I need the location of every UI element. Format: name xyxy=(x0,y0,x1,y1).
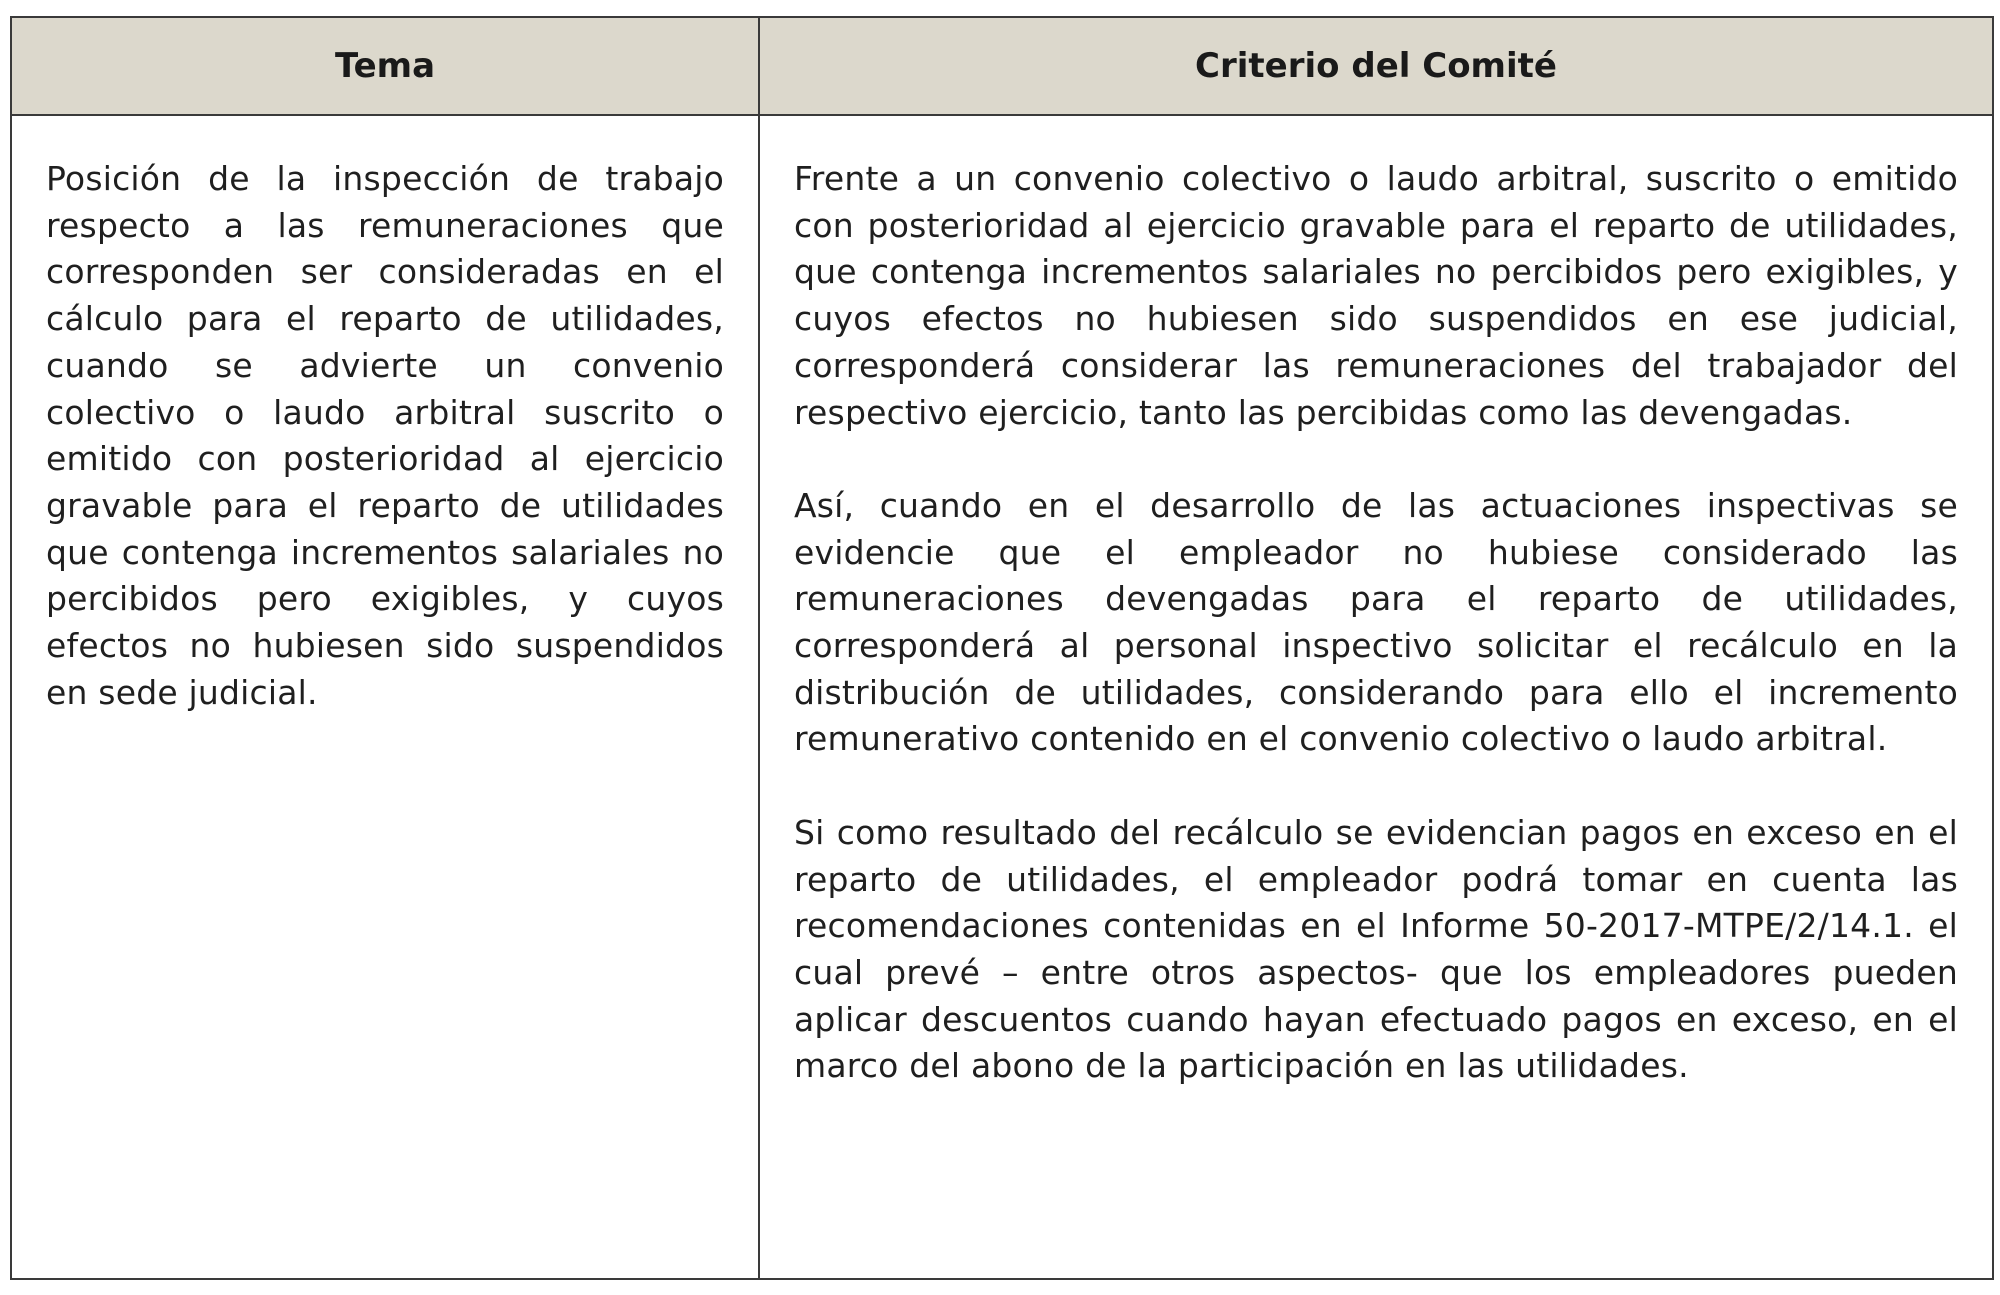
criterio-paragraph-2: Así, cuando en el desarrollo de las actuaciones inspectivas se evidencie que el empleador no hubiese considerado las remuneraciones devengadas para el reparto de utilidades, corresponderá al personal inspectivo solicitar el recálculo en la distribución de utilidades, considerando para ello el incremento remunerativo contenido en el convenio colectivo o laudo arbitral. xyxy=(794,485,1958,759)
criterio-cell xyxy=(760,116,1992,1278)
criterio-paragraph-3: Si como resultado del recálculo se evidencian pagos en exceso en el reparto de utilidades, el empleador podrá tomar en cuenta las recomendaciones contenidas en el Informe 50-2017-MTPE/2/14.1. el cual prevé – entre otros aspectos- que los empleadores pueden aplicar descuentos cuando hayan efectuado pagos en exceso, en el marco del abono de la participación en las utilidades. xyxy=(794,812,1958,1086)
header-criterio xyxy=(760,18,1992,116)
criteria-table xyxy=(10,16,1994,1280)
header-criterio-label: Criterio del Comité xyxy=(1195,46,1557,86)
tema-text: Posición de la inspección de trabajo respecto a las remuneraciones que corresponden ser consideradas en el cálculo para el reparto de utilidades, cuando se advierte un convenio colectivo o laudo arbitral suscrito o emitido con posterioridad al ejercicio gravable para el reparto de utilidades que contenga incrementos salariales no percibidos pero exigibles, y cuyos efectos no hubiesen sido suspendidos en sede judicial. xyxy=(46,159,724,712)
header-tema xyxy=(12,18,760,116)
header-tema-label: Tema xyxy=(334,46,436,86)
criterio-paragraph-1: Frente a un convenio colectivo o laudo arbitral, suscrito o emitido con posterioridad al ejercicio gravable para el reparto de utilidades, que contenga incrementos salariales no percibidos pero exigibles, y cuyos efectos no hubiesen sido suspendidos en ese judicial, corresponderá considerar las remuneraciones del trabajador del respectivo ejercicio, tanto las percibidas como las devengadas. xyxy=(794,159,1958,432)
tema-cell xyxy=(12,116,760,1278)
